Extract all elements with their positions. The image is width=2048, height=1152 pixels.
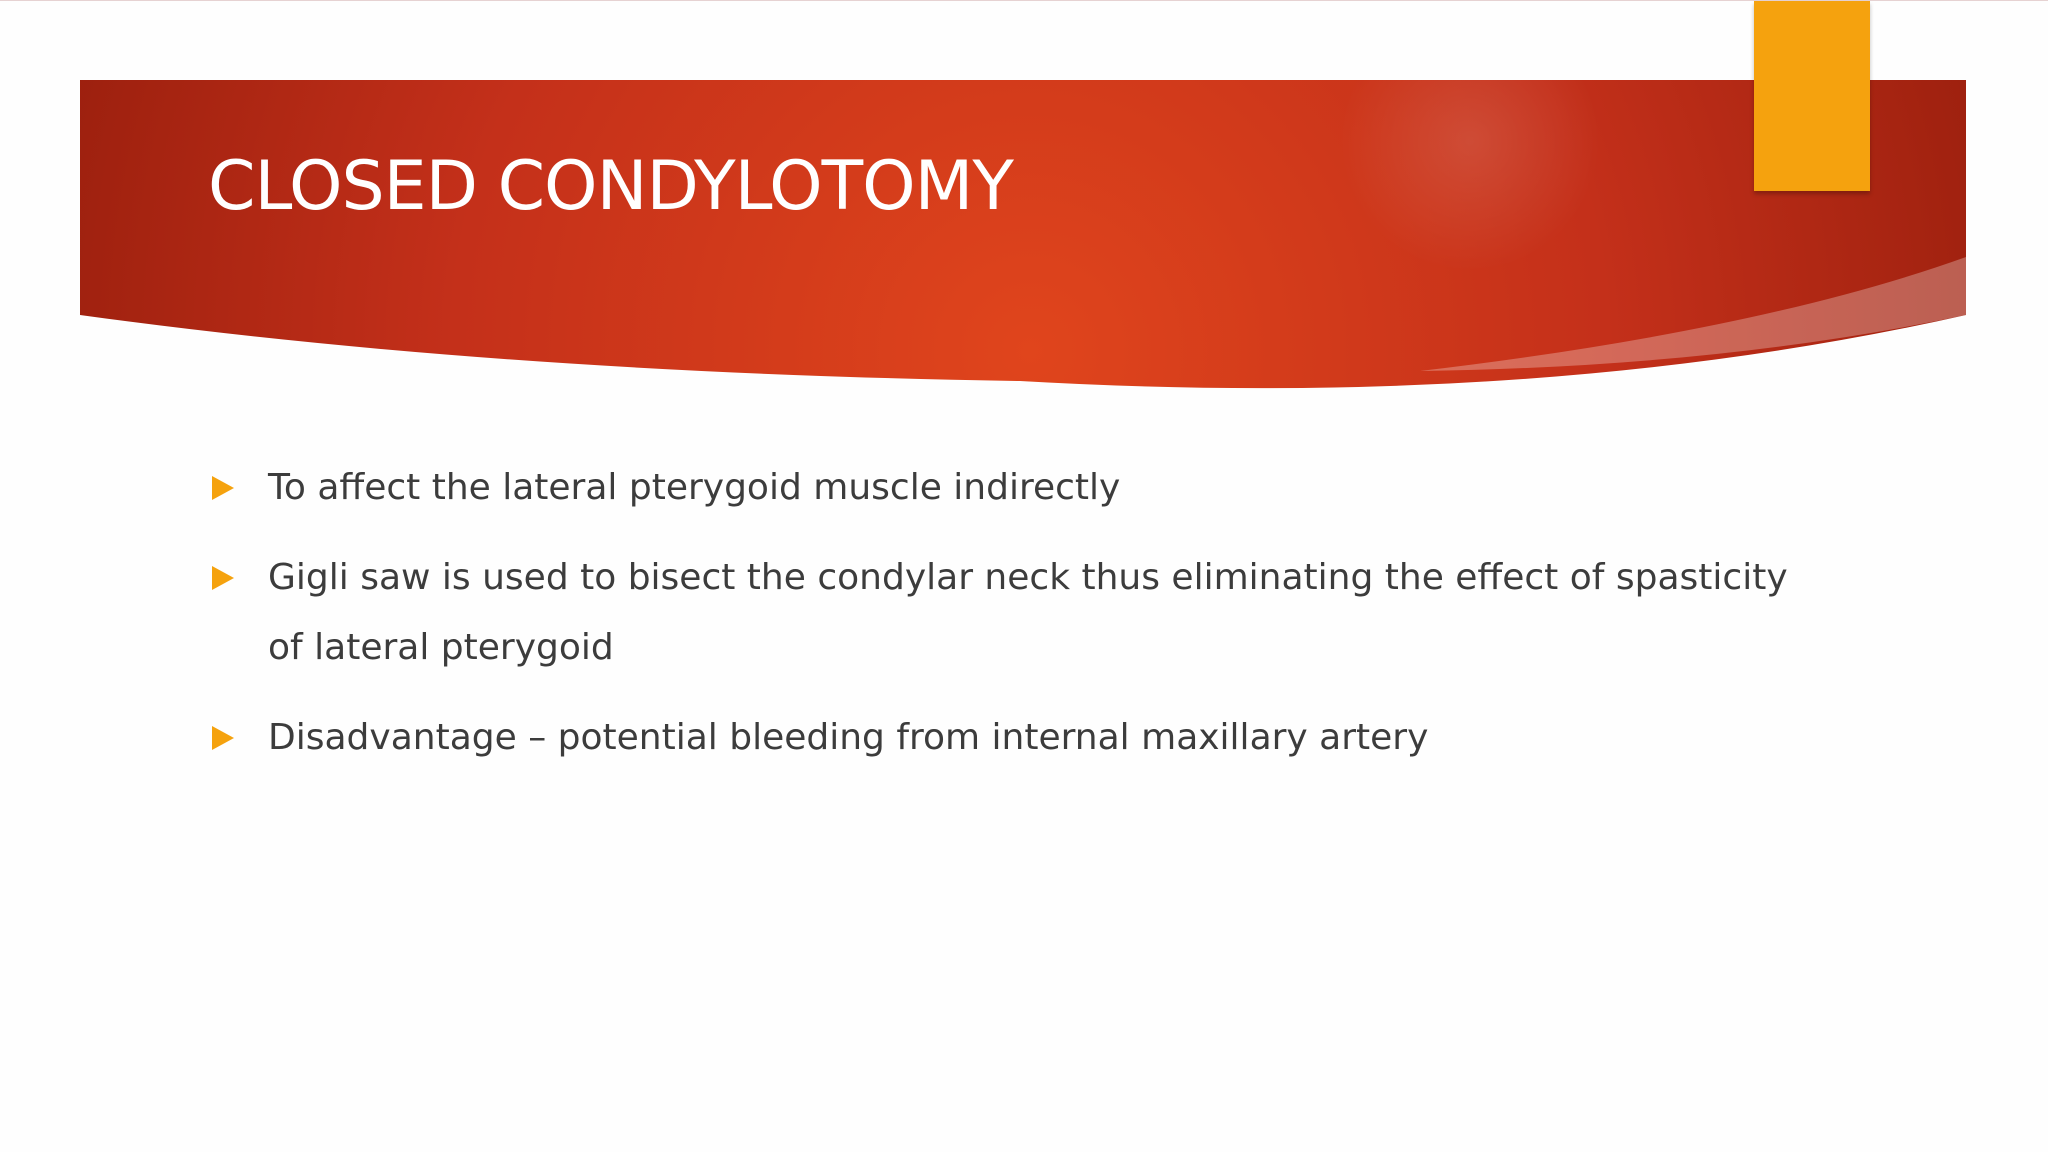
triangle-right-icon bbox=[212, 566, 234, 590]
bullet-text: Gigli saw is used to bisect the condylar neck thus eliminating the effect of spasticity of lateral pterygoid bbox=[268, 557, 1788, 668]
accent-tab bbox=[1754, 1, 1870, 191]
bullet-item bbox=[210, 543, 1830, 683]
bullet-item bbox=[210, 453, 1830, 523]
bullet-text: To affect the lateral pterygoid muscle indirectly bbox=[268, 467, 1121, 508]
bullet-item bbox=[210, 703, 1830, 773]
bullet-text: Disadvantage – potential bleeding from internal maxillary artery bbox=[268, 717, 1429, 758]
triangle-right-icon bbox=[212, 476, 234, 500]
bullet-list bbox=[210, 453, 1830, 793]
slide-title: CLOSED CONDYLOTOMY bbox=[208, 147, 1013, 226]
triangle-right-icon bbox=[212, 726, 234, 750]
